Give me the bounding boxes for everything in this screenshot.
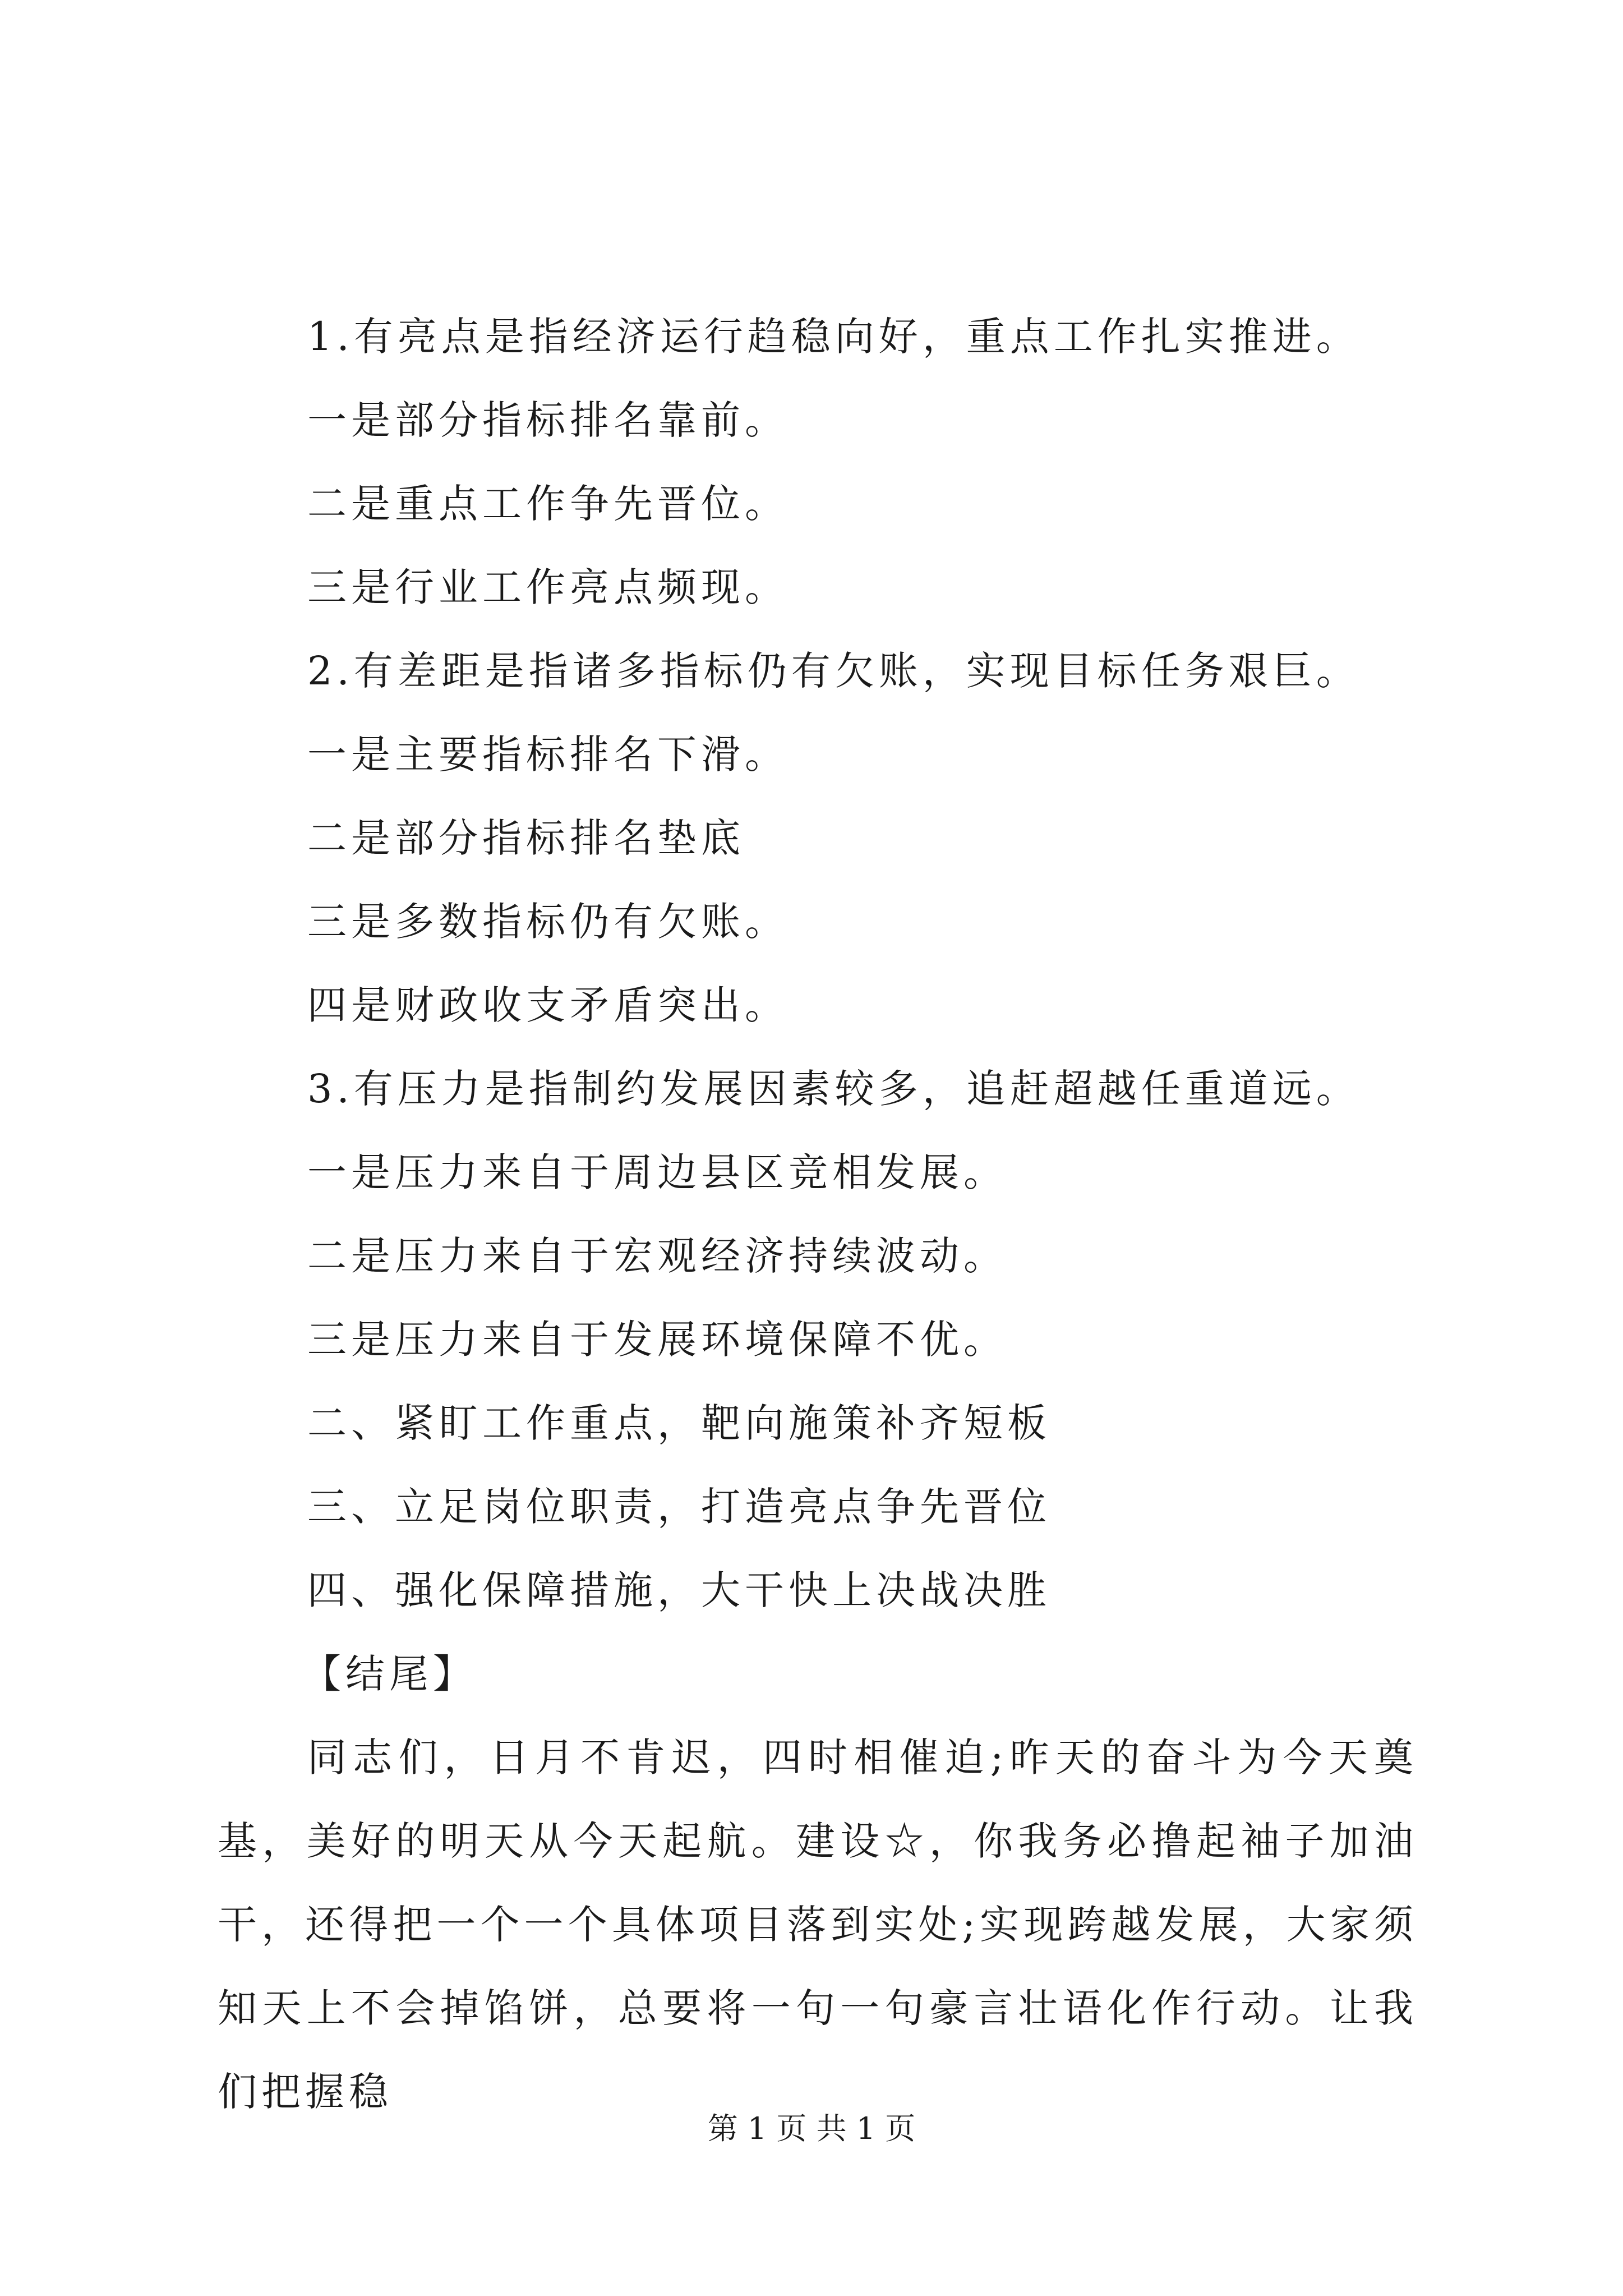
doc-line-12: 二是压力来自于宏观经济持续波动。	[307, 1233, 1007, 1279]
section-heading-4: 四、强化保障措施，大干快上决战决胜	[307, 1567, 1051, 1613]
doc-line-6: 一是主要指标排名下滑。	[307, 731, 789, 777]
doc-line-5: 2.有差距是指诸多指标仍有欠账，实现目标任务艰巨。	[307, 648, 1360, 694]
closing-heading: 【结尾】	[302, 1651, 477, 1697]
doc-line-3: 二是重点工作争先晋位。	[307, 481, 789, 527]
page-footer: 第 1 页 共 1 页	[707, 2111, 916, 2146]
doc-line-7: 二是部分指标排名垫底	[307, 815, 745, 861]
doc-line-2: 一是部分指标排名靠前。	[307, 397, 789, 443]
doc-line-11: 一是压力来自于周边县区竞相发展。	[307, 1149, 1007, 1195]
closing-paragraph: 同志们，日月不肯迟，四时相催迫;昨天的奋斗为今天奠基，美好的明天从今天起航。建设☆，你我务必撸起袖子加油干，还得把一个一个具体项目落到实处;实现跨越发展，大家须知天上不会掉馅饼，总要将一句一句豪言壮语化作行动。让我们把握稳	[218, 1734, 1418, 2115]
section-heading-3: 三、立足岗位职责，打造亮点争先晋位	[307, 1484, 1051, 1530]
section-heading-2: 二、紧盯工作重点，靶向施策补齐短板	[307, 1400, 1051, 1446]
doc-line-4: 三是行业工作亮点频现。	[307, 564, 789, 610]
doc-line-8: 三是多数指标仍有欠账。	[307, 899, 789, 945]
doc-line-10: 3.有压力是指制约发展因素较多，追赶超越任重道远。	[307, 1066, 1360, 1112]
doc-line-9: 四是财政收支矛盾突出。	[307, 982, 789, 1028]
doc-line-13: 三是压力来自于发展环境保障不优。	[307, 1317, 1007, 1363]
doc-line-1: 1.有亮点是指经济运行趋稳向好，重点工作扎实推进。	[307, 314, 1360, 360]
